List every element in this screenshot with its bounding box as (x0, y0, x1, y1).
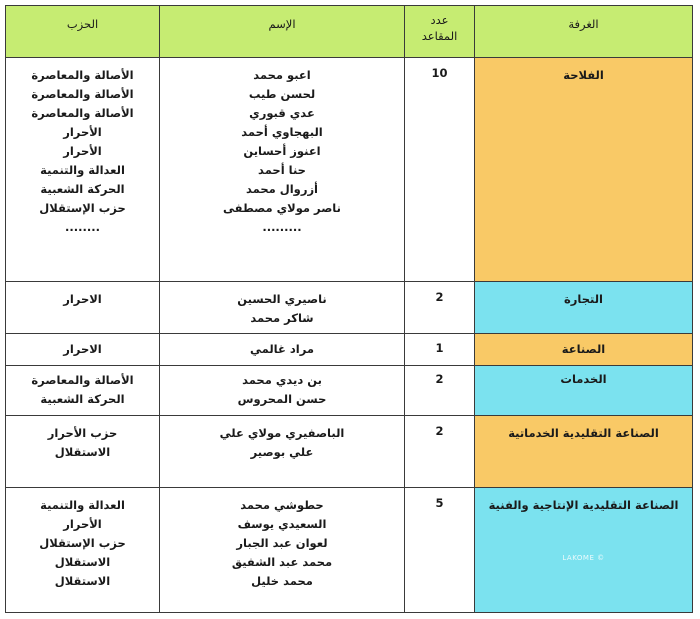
party-item: حزب الإستقلال (39, 536, 126, 550)
names-cell (160, 282, 405, 334)
name-item: السعيدي يوسف (237, 517, 327, 531)
table-row (6, 282, 693, 334)
party-item: الاستقلال (54, 445, 111, 459)
party-item: الأحرار (63, 144, 102, 158)
table-row (6, 366, 693, 416)
chamber-cell: الصناعة التقليدية الخدماتية (475, 416, 693, 488)
parties-cell (6, 488, 160, 613)
name-item: أزروال محمد (245, 182, 318, 196)
party-item: الاحرار (63, 292, 102, 306)
table-row (6, 334, 693, 366)
table-row (6, 58, 693, 282)
name-item: ناصيري الحسين (237, 292, 327, 306)
chamber-cell: الصناعة التقليدية الإنتاجية والفنية © LAKOME (475, 488, 693, 613)
party-item: حزب الإستقلال (39, 201, 126, 215)
party-item: الاحرار (63, 342, 102, 356)
party-item: ........ (65, 220, 100, 234)
names-cell (160, 334, 405, 366)
chamber-cell: التجارة (475, 282, 693, 334)
seats-cell: 10 (405, 58, 475, 282)
name-item: محمد خليل (251, 574, 313, 588)
names-cell (160, 488, 405, 613)
names-cell (160, 416, 405, 488)
header-party: الحزب (6, 6, 160, 58)
name-item: اعبو محمد (253, 68, 311, 82)
chamber-cell: الخدمات (475, 366, 693, 416)
name-item: لعوان عبد الجبار (236, 536, 328, 550)
name-item: ناصر مولاي مصطفى (223, 201, 341, 215)
name-item: الباصفيري مولاي علي (219, 426, 345, 440)
seats-cell: 2 (405, 366, 475, 416)
name-item: شاكر محمد (250, 311, 314, 325)
header-row (6, 6, 693, 58)
watermark: © LAKOME (562, 554, 605, 562)
party-item: الأحرار (63, 125, 102, 139)
parties-cell (6, 416, 160, 488)
party-item: الأحرار (63, 517, 102, 531)
name-item: لحسن طيب (248, 87, 316, 101)
name-item: علي بوصير (250, 445, 314, 459)
party-item: حزب الأحرار (47, 426, 118, 440)
parties-cell (6, 58, 160, 282)
header-chamber: الغرفة (475, 6, 693, 58)
name-item: البهجاوي أحمد (241, 125, 323, 139)
name-item: اعنوز أحساين (243, 144, 321, 158)
party-item: الأصالة والمعاصرة (31, 87, 134, 101)
party-item: الاستقلال (54, 574, 111, 588)
table-row (6, 488, 693, 613)
name-item: عدي قبوري (249, 106, 315, 120)
name-item: مراد غالمي (250, 342, 314, 356)
parties-cell (6, 334, 160, 366)
table-row (6, 416, 693, 488)
party-item: الأصالة والمعاصرة (31, 68, 134, 82)
chamber-cell: الصناعة (475, 334, 693, 366)
party-item: الاستقلال (54, 555, 111, 569)
party-item: الأصالة والمعاصرة (31, 106, 134, 120)
header-seats: عدد المقاعد (405, 6, 475, 58)
party-item: العدالة والتنمية (40, 163, 125, 177)
party-item: العدالة والتنمية (40, 498, 125, 512)
party-item: الأصالة والمعاصرة (31, 373, 134, 387)
party-item: الحركة الشعبية (40, 182, 125, 196)
chambers-table (5, 5, 693, 613)
name-item: محمد عبد الشفيق (231, 555, 333, 569)
name-item: حسن المحروس (237, 392, 327, 406)
party-item: الحركة الشعبية (40, 392, 125, 406)
seats-cell: 1 (405, 334, 475, 366)
names-cell (160, 366, 405, 416)
header-name: الإسم (160, 6, 405, 58)
name-item: حطوشي محمد (240, 498, 324, 512)
name-item: بن ديدي محمد (242, 373, 322, 387)
seats-cell: 2 (405, 416, 475, 488)
names-cell (160, 58, 405, 282)
parties-cell (6, 366, 160, 416)
name-item: ......... (262, 220, 302, 234)
seats-cell: 2 (405, 282, 475, 334)
parties-cell (6, 282, 160, 334)
seats-cell: 5 (405, 488, 475, 613)
name-item: حنا أحمد (258, 163, 306, 177)
chamber-cell: الفلاحة (475, 58, 693, 282)
